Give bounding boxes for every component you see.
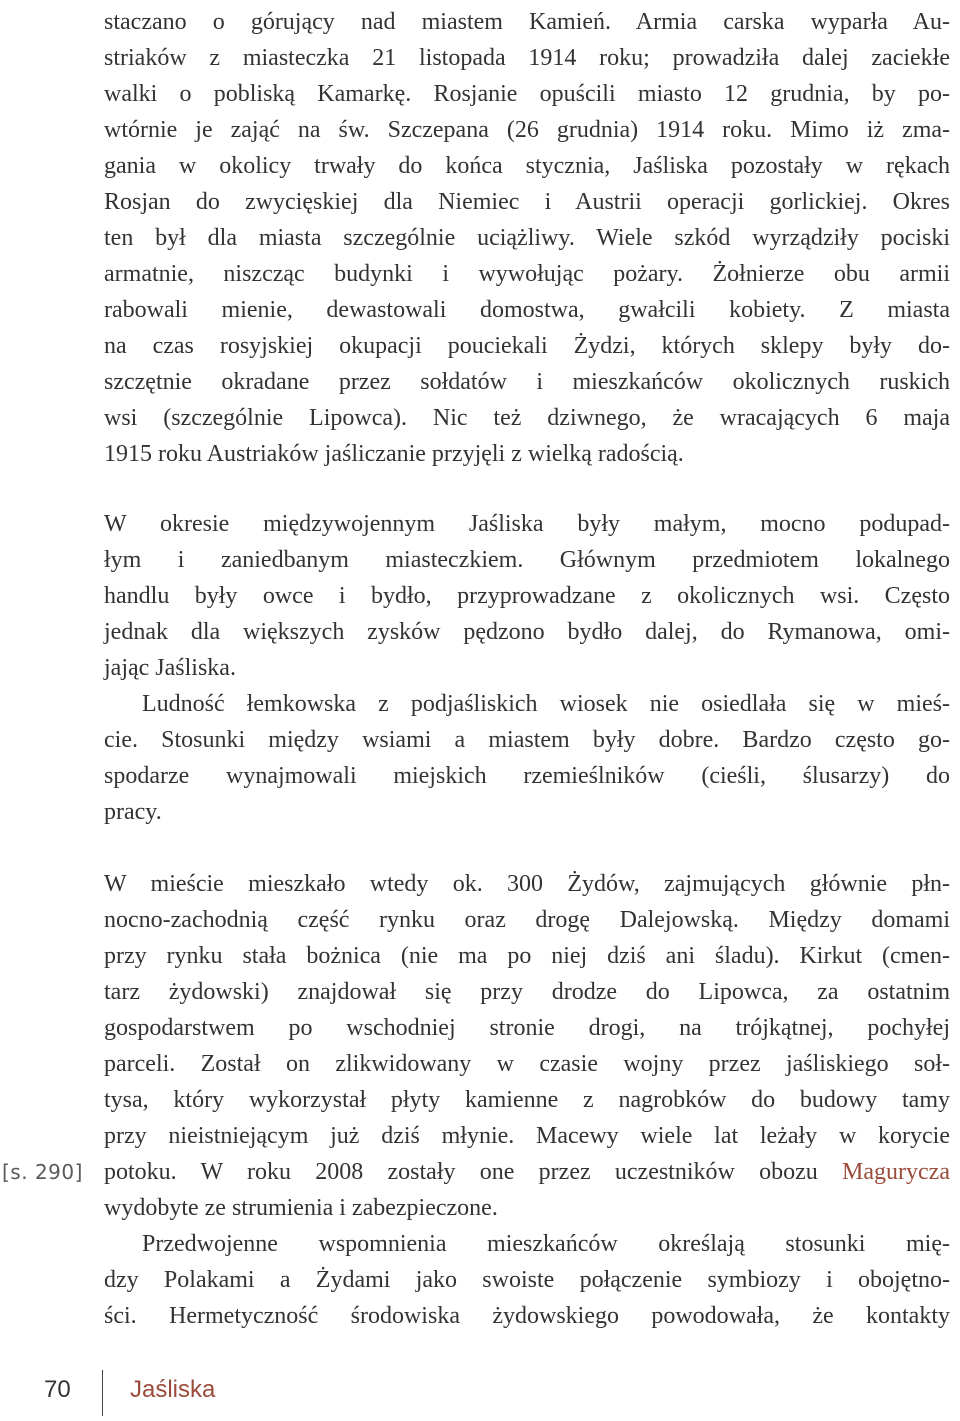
text-line: parceli. Został on zlikwidowany w czasie wojny przez jaśliskiego soł- — [104, 1051, 950, 1077]
text-line: jednak dla większych zysków pędzono bydło dalej, do Rymanowa, omi- — [104, 619, 950, 645]
text-line: tysa, który wykorzystał płyty kamienne z nagrobków do budowy tamy — [104, 1087, 950, 1113]
text-line: Ludność łemkowska z podjaśliskich wiosek nie osiedlała się w mieś- — [142, 691, 950, 717]
text-line: ści. Hermetyczność środowiska żydowskiego powodowała, że kontakty — [104, 1303, 950, 1329]
text-line: Przedwojenne wspomnienia mieszkańców określają stosunki mię- — [142, 1231, 950, 1257]
text-line: armatnie, niszcząc budynki i wywołując pożary. Żołnierze obu armii — [104, 261, 950, 287]
text-line: łym i zaniedbanym miasteczkiem. Głównym przedmiotem lokalnego — [104, 547, 950, 573]
text-line: W mieście mieszkało wtedy ok. 300 Żydów, zajmujących głównie płn- — [104, 871, 950, 897]
text-line: staczano o górujący nad miastem Kamień. Armia carska wyparła Au- — [104, 9, 950, 35]
footer-divider — [102, 1370, 103, 1416]
text-line: 1915 roku Austriaków jaśliczanie przyjęli z wielką radością. — [104, 441, 684, 467]
text-line — [104, 1154, 950, 1190]
text-line: nocno-zachodnią część rynku oraz drogę Dalejowską. Między domami — [104, 907, 950, 933]
page-number: 70 — [44, 1376, 71, 1403]
text-line: wydobyte ze strumienia i zabezpieczone. — [104, 1195, 498, 1221]
text-line: walki o pobliską Kamarkę. Rosjanie opuścili miasto 12 grudnia, by po- — [104, 81, 950, 107]
text-line: szczętnie okradane przez sołdatów i mieszkańców okolicznych ruskich — [104, 369, 950, 395]
text-line: spodarze wynajmowali miejskich rzemieślników (cieśli, ślusarzy) do — [104, 763, 950, 789]
text-line: wsi (szczególnie Lipowca). Nic też dziwnego, że wracających 6 maja — [104, 405, 950, 431]
text-line: gospodarstwem po wschodniej stronie drogi, na trójkątnej, pochyłej — [104, 1015, 950, 1041]
page-footer — [0, 1370, 960, 1420]
running-title: Jaśliska — [130, 1376, 216, 1403]
text-line: ten był dla miasta szczególnie uciążliwy. Wiele szkód wyrządziły pociski — [104, 225, 950, 251]
text-line: przy nieistniejącym już dziś młynie. Macewy wiele lat leżały w korycie — [104, 1123, 950, 1149]
text-line: na czas rosyjskiej okupacji pouciekali Żydzi, których sklepy były do- — [104, 333, 950, 359]
text-line: rabowali mienie, dewastowali domostwa, gwałcili kobiety. Z miasta — [104, 297, 950, 323]
text-line: cie. Stosunki między wsiami a miastem były dobre. Bardzo często go- — [104, 727, 950, 753]
paragraph-interwar — [104, 506, 950, 830]
paragraph-wwi — [104, 4, 950, 472]
text-line: Rosjan do zwycięskiej dla Niemiec i Austrii operacji gorlickiej. Okres — [104, 189, 950, 215]
text-line: handlu były owce i bydło, przyprowadzane z okolicznych wsi. Często — [104, 583, 950, 609]
text-line: przy rynku stała bożnica (nie ma po niej dziś ani śladu). Kirkut (cmen- — [104, 943, 950, 969]
margin-page-reference: [s. 290] — [2, 1160, 83, 1184]
text-line: dzy Polakami a Żydami jako swoiste połączenie symbiozy i obojętno- — [104, 1267, 950, 1293]
text-line: jając Jaśliska. — [104, 655, 236, 681]
text-line: wtórnie je zająć na św. Szczepana (26 grudnia) 1914 roku. Mimo iż zma- — [104, 117, 950, 143]
text-line: gania w okolicy trwały do końca stycznia, Jaśliska pozostały w rękach — [104, 153, 950, 179]
text-fragment: potoku. W roku 2008 zostały one przez uczestników obozu — [104, 1159, 843, 1185]
paragraph-jews — [104, 866, 950, 1334]
text-line: W okresie międzywojennym Jaśliska były małym, mocno podupad- — [104, 511, 950, 537]
text-line: striaków z miasteczka 21 listopada 1914 roku; prowadziła dalej zaciekłe — [104, 45, 950, 71]
text-line: pracy. — [104, 799, 162, 825]
magurycza-link[interactable]: Magurycza — [842, 1159, 950, 1185]
text-line: tarz żydowski) znajdował się przy drodze do Lipowca, za ostatnim — [104, 979, 950, 1005]
